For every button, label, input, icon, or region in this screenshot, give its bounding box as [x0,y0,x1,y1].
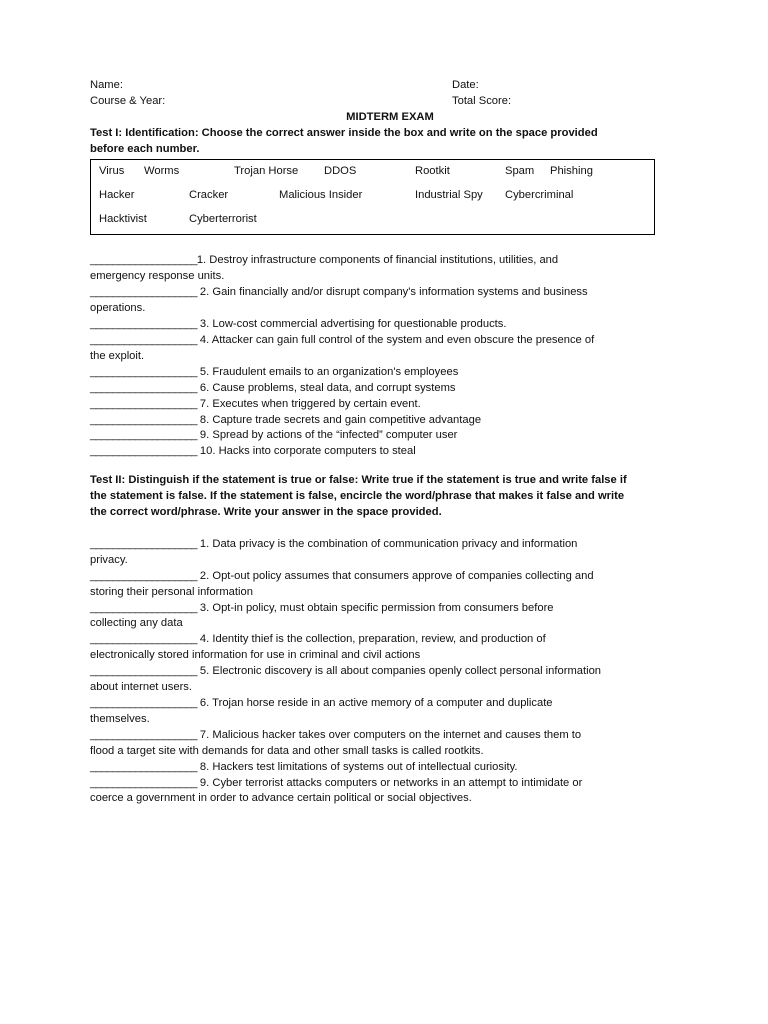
question-item: ___________________1. Destroy infrastructure components of financial institutions, utilities, and emergency response units. [90,254,559,283]
answer-blank[interactable]: ___________________ [90,445,197,458]
answer-blank[interactable]: ___________________ [90,381,197,394]
choice: Virus [99,165,125,178]
question-item: ___________________ 5. Electronic discovery is all about companies openly collect personal information about internet users. [90,665,602,694]
question-item: ___________________ 1. Data privacy is the combination of communication privacy and information privacy. [90,537,578,566]
question-item: ___________________ 7. Malicious hacker takes over computers on the internet and causes them to flood a target site with demands for data and other small tasks is called rootkits. [90,728,582,757]
date-label: Date: [452,79,479,91]
answer-blank[interactable]: ___________________ [90,569,197,582]
test1-instructions-line1: Test I: Identification: Choose the correct answer inside the box and write on the space provided [90,126,598,139]
answer-blank[interactable]: ___________________ [90,696,197,709]
answer-blank[interactable]: ___________________ [90,728,197,741]
choice: Spam [505,165,535,178]
question-item: ___________________ 10. Hacks into corporate computers to steal [90,445,416,458]
answer-blank[interactable]: ___________________ [90,633,197,646]
choice: Trojan Horse [234,165,299,178]
answer-blank[interactable]: ___________________ [90,254,197,267]
answer-blank[interactable]: ___________________ [90,397,197,410]
question-item: ___________________ 4. Identity thief is the collection, preparation, review, and production of electronically stored information for use in criminal and civil actions [90,633,546,662]
question-item: ___________________ 4. Attacker can gain full control of the system and even obscure the presence of the exploit. [90,333,595,362]
answer-blank[interactable]: ___________________ [90,365,197,378]
name-label: Name: [90,79,123,91]
question-item: ___________________ 3. Opt-in policy, must obtain specific permission from consumers before collecting any data [90,601,554,630]
answer-blank[interactable]: ___________________ [90,333,197,346]
test2-items [90,537,690,807]
question-item: ___________________ 8. Capture trade secrets and gain competitive advantage [90,413,482,426]
question-item: ___________________ 5. Fraudulent emails to an organization's employees [90,365,459,378]
choice: Cyberterrorist [189,213,257,226]
exam-title: MIDTERM EXAM [346,110,434,123]
choice: Cracker [189,189,229,202]
course-label: Course & Year: [90,94,166,107]
answer-blank[interactable]: ___________________ [90,760,197,773]
choice: DDOS [324,165,357,178]
choice: Hacker [99,189,135,202]
question-item: ___________________ 9. Spread by actions of the “infected” computer user [90,429,458,442]
question-item: ___________________ 2. Gain financially and/or disrupt company's information systems and business operations. [90,286,588,315]
choice: Industrial Spy [415,189,483,202]
choice: Phishing [550,165,593,178]
answer-blank[interactable]: ___________________ [90,413,197,426]
question-item: ___________________ 7. Executes when triggered by certain event. [90,397,421,410]
choice: Malicious Insider [279,189,363,202]
header-row-1 [90,78,690,94]
question-item: ___________________ 9. Cyber terrorist attacks computers or networks in an attempt to intimidate or coerce a government in order to advance certain political or social objectives. [90,776,583,805]
answer-blank[interactable]: ___________________ [90,665,197,678]
choice: Rootkit [415,165,450,178]
question-item: ___________________ 8. Hackers test limitations of systems out of intellectual curiosity. [90,760,518,773]
question-item: ___________________ 6. Cause problems, steal data, and corrupt systems [90,381,456,394]
answer-blank[interactable]: ___________________ [90,318,197,331]
question-item: ___________________ 3. Low-cost commercial advertising for questionable products. [90,318,507,331]
answer-blank[interactable]: ___________________ [90,601,197,614]
answer-blank[interactable]: ___________________ [90,776,197,789]
header-row-2 [90,94,690,110]
score-label: Total Score: [452,94,512,107]
choice: Worms [144,165,180,178]
exam-page [90,78,690,807]
answer-blank[interactable]: ___________________ [90,286,197,299]
answer-blank[interactable]: ___________________ [90,537,197,550]
answer-blank[interactable]: ___________________ [90,429,197,442]
test1-instructions-line2: before each number. [90,142,200,155]
choice: Hacktivist [99,213,147,226]
test1-items [90,253,690,460]
question-item: ___________________ 2. Opt-out policy assumes that consumers approve of companies collecting and storing their personal information [90,569,594,598]
choices-box [90,159,655,235]
test2-instructions: Test II: Distinguish if the statement is true or false: Write true if the statement is true and write false if the statement is false. If the statement is false, encircle the word/phrase that makes it false and write the correct word/phrase. Write your answer in the space provided. [90,474,627,519]
question-item: ___________________ 6. Trojan horse reside in an active memory of a computer and duplicate themselves. [90,696,553,725]
choice: Cybercriminal [505,189,574,202]
